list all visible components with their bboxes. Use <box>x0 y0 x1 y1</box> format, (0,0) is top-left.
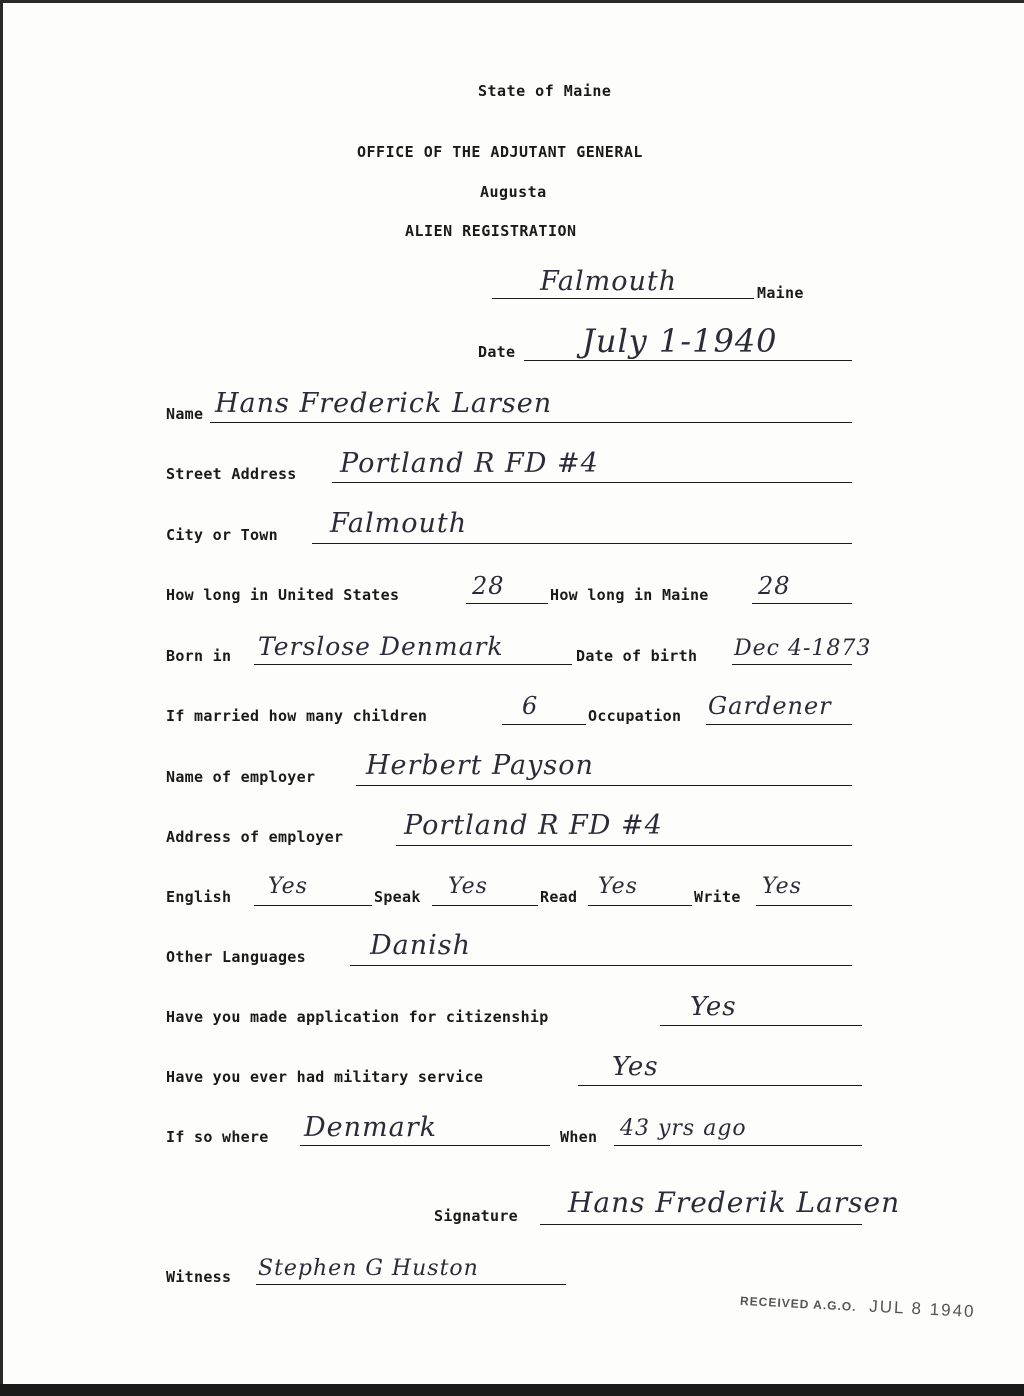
speak-line <box>432 905 538 906</box>
how-long-us-line <box>466 603 548 604</box>
children-value: 6 <box>522 692 539 720</box>
received-stamp-label: RECEIVED A.G.O. <box>739 1293 857 1314</box>
signature-value: Hans Frederik Larsen <box>568 1186 901 1219</box>
employer-name-value: Herbert Payson <box>366 750 594 781</box>
employer-name-line <box>356 785 852 786</box>
military-service-label: Have you ever had military service <box>166 1068 484 1086</box>
born-in-label: Born in <box>166 647 232 665</box>
name-value: Hans Frederick Larsen <box>215 388 553 419</box>
received-stamp <box>740 1290 976 1322</box>
scan-border-bottom <box>0 1384 1024 1396</box>
speak-label: Speak <box>374 888 421 906</box>
street-address-line <box>332 482 852 483</box>
how-long-us-label: How long in United States <box>166 586 400 604</box>
other-languages-label: Other Languages <box>166 948 306 966</box>
when-label: When <box>560 1128 598 1146</box>
occupation-value: Gardener <box>708 692 832 720</box>
citizenship-line <box>660 1025 862 1026</box>
when-line <box>614 1145 862 1146</box>
maine-label: Maine <box>757 284 804 302</box>
signature-label: Signature <box>434 1207 518 1225</box>
date-of-birth-value: Dec 4-1873 <box>734 636 872 661</box>
occupation-label: Occupation <box>588 707 682 725</box>
town-value: Falmouth <box>540 266 678 297</box>
witness-value: Stephen G Huston <box>258 1256 479 1281</box>
date-line <box>524 360 852 361</box>
how-long-maine-line <box>752 603 852 604</box>
employer-address-line <box>396 845 852 846</box>
name-line <box>210 422 852 423</box>
military-service-value: Yes <box>612 1052 659 1082</box>
other-languages-value: Danish <box>370 930 472 961</box>
when-value: 43 yrs ago <box>620 1116 747 1141</box>
state-heading: State of Maine <box>478 82 612 100</box>
citizenship-value: Yes <box>690 992 737 1022</box>
employer-address-value: Portland R FD #4 <box>404 810 663 841</box>
city-or-town-label: City or Town <box>166 526 278 544</box>
form-title: ALIEN REGISTRATION <box>405 222 577 240</box>
date-value: July 1-1940 <box>582 322 778 360</box>
read-line <box>588 905 692 906</box>
how-long-maine-label: How long in Maine <box>550 586 709 604</box>
born-in-value: Terslose Denmark <box>258 632 504 661</box>
signature-line <box>540 1224 862 1225</box>
date-label: Date <box>478 343 516 361</box>
military-service-line <box>578 1085 862 1086</box>
english-value: Yes <box>268 874 308 899</box>
born-in-line <box>254 664 572 665</box>
married-children-label: If married how many children <box>166 707 428 725</box>
date-of-birth-line <box>732 664 852 665</box>
scan-border-left <box>0 0 3 1396</box>
if-so-where-label: If so where <box>166 1128 269 1146</box>
witness-label: Witness <box>166 1268 232 1286</box>
street-address-value: Portland R FD #4 <box>340 448 599 479</box>
scan-border-top <box>0 0 1024 3</box>
name-label: Name <box>166 405 204 423</box>
how-long-us-value: 28 <box>472 572 505 600</box>
speak-value: Yes <box>448 874 488 899</box>
date-of-birth-label: Date of birth <box>576 647 698 665</box>
where-line <box>300 1145 550 1146</box>
employer-name-label: Name of employer <box>166 768 316 786</box>
city-heading: Augusta <box>480 183 547 201</box>
other-languages-line <box>350 965 852 966</box>
read-label: Read <box>540 888 578 906</box>
write-value: Yes <box>762 874 802 899</box>
english-label: English <box>166 888 232 906</box>
write-label: Write <box>694 888 741 906</box>
witness-line <box>256 1284 566 1285</box>
street-address-label: Street Address <box>166 465 297 483</box>
received-stamp-date: JUL 8 1940 <box>868 1296 977 1322</box>
how-long-maine-value: 28 <box>758 572 791 600</box>
occupation-line <box>706 724 852 725</box>
employer-address-label: Address of employer <box>166 828 344 846</box>
children-line <box>502 724 586 725</box>
city-or-town-value: Falmouth <box>330 508 468 539</box>
where-value: Denmark <box>304 1112 437 1143</box>
city-or-town-line <box>312 543 852 544</box>
citizenship-label: Have you made application for citizenship <box>166 1008 549 1026</box>
english-line <box>254 905 372 906</box>
read-value: Yes <box>598 874 638 899</box>
office-heading: OFFICE OF THE ADJUTANT GENERAL <box>357 143 643 161</box>
write-line <box>756 905 852 906</box>
town-line <box>492 298 754 299</box>
